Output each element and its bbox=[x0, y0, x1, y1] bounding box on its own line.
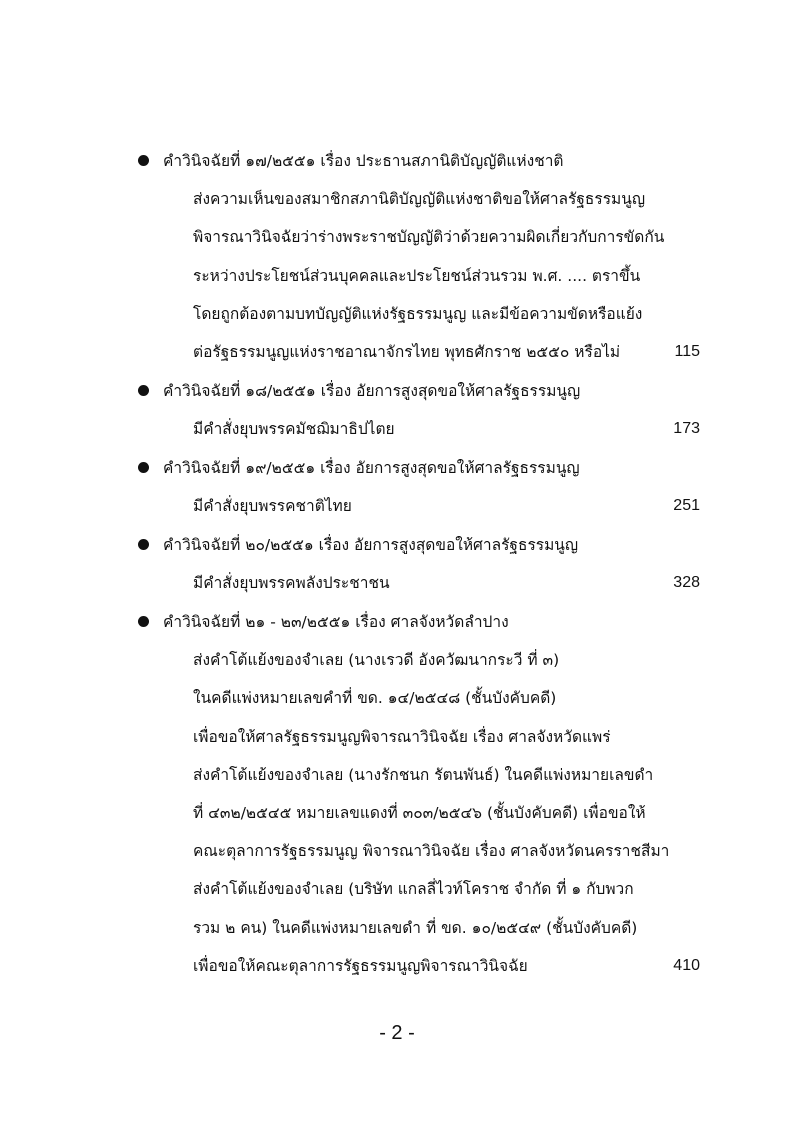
bullet-icon bbox=[138, 539, 149, 550]
toc-entry-text: เพื่อขอให้ศาลรัฐธรรมนูญพิจารณาวินิจฉัย เรื่อง ศาลจังหวัดแพร่ bbox=[193, 727, 611, 746]
toc-entry-text: ที่ ๔๓๒/๒๕๔๕ หมายเลขแดงที่ ๓๐๓/๒๕๔๖ (ชั้นบังคับคดี) เพื่อขอให้ bbox=[193, 803, 646, 822]
toc-entry-text: ส่งคำโต้แย้งของจำเลย (นางเรวดี อังควัฒนากระวี ที่ ๓) bbox=[193, 651, 560, 670]
toc-entry-title: คำวินิจฉัยที่ ๑๘/๒๕๕๑ เรื่อง อัยการสูงสุดขอให้ศาลรัฐธรรมนูญ bbox=[163, 382, 581, 400]
toc-line bbox=[0, 641, 794, 679]
toc-line bbox=[0, 180, 794, 218]
toc-entry-text: ต่อรัฐธรรมนูญแห่งราชอาณาจักรไทย พุทธศักราช ๒๕๕๐ หรือไม่ bbox=[193, 342, 621, 361]
toc-line bbox=[0, 142, 794, 180]
toc-line bbox=[0, 832, 794, 870]
toc-entry-title: คำวินิจฉัยที่ ๑๙/๒๕๕๑ เรื่อง อัยการสูงสุดขอให้ศาลรัฐธรรมนูญ bbox=[163, 459, 580, 477]
toc-line bbox=[0, 603, 794, 641]
page-number: 115 bbox=[674, 342, 700, 360]
toc-line bbox=[0, 449, 794, 487]
page-footer-number: - 2 - bbox=[379, 1022, 415, 1044]
toc-entry-3 bbox=[0, 449, 794, 525]
toc-line bbox=[0, 947, 794, 985]
toc-entry-title: คำวินิจฉัยที่ ๒๑ - ๒๓/๒๕๕๑ เรื่อง ศาลจังหวัดลำปาง bbox=[163, 613, 509, 631]
toc-entry-text: ในคดีแพ่งหมายเลขคำที่ ขด. ๑๔/๒๕๔๘ (ชั้นบังคับคดี) bbox=[193, 689, 557, 708]
page-number: 328 bbox=[673, 574, 700, 592]
toc-line bbox=[0, 564, 794, 602]
bullet-icon bbox=[138, 155, 149, 166]
bullet-icon bbox=[138, 616, 149, 627]
toc-entry-text: รวม ๒ คน) ในคดีแพ่งหมายเลขดำ ที่ ขด. ๑๐/๒๕๔๙ (ชั้นบังคับคดี) bbox=[193, 918, 638, 937]
toc-entry-5 bbox=[0, 603, 794, 985]
page-number: 251 bbox=[673, 497, 700, 515]
toc-entry-text: มีคำสั่งยุบพรรคชาติไทย bbox=[193, 497, 352, 516]
toc-entry-title: คำวินิจฉัยที่ ๒๐/๒๕๕๑ เรื่อง อัยการสูงสุดขอให้ศาลรัฐธรรมนูญ bbox=[163, 536, 579, 554]
toc-entry-2 bbox=[0, 372, 794, 448]
toc-line bbox=[0, 756, 794, 794]
page-number: 410 bbox=[673, 956, 700, 974]
toc-line bbox=[0, 526, 794, 564]
toc-entry-text: ส่งความเห็นของสมาชิกสภานิติบัญญัติแห่งชาติขอให้ศาลรัฐธรรมนูญ bbox=[193, 190, 646, 209]
toc-line bbox=[0, 218, 794, 256]
bullet-icon bbox=[138, 385, 149, 396]
toc-line bbox=[0, 372, 794, 410]
toc-entry-text: ส่งคำโต้แย้งของจำเลย (บริษัท แกลลี่ไวท์โคราช จำกัด ที่ ๑ กับพวก bbox=[193, 880, 634, 899]
toc-entry-text: พิจารณาวินิจฉัยว่าร่างพระราชบัญญัติว่าด้วยความผิดเกี่ยวกับการขัดกัน bbox=[193, 228, 665, 247]
toc-entry-title: คำวินิจฉัยที่ ๑๗/๒๕๕๑ เรื่อง ประธานสภานิติบัญญัติแห่งชาติ bbox=[163, 152, 564, 170]
toc-line bbox=[0, 794, 794, 832]
toc-entry-1 bbox=[0, 142, 794, 371]
toc-line bbox=[0, 870, 794, 908]
bullet-icon bbox=[138, 462, 149, 473]
toc-entry-text: มีคำสั่งยุบพรรคพลังประชาชน bbox=[193, 574, 390, 593]
toc-entry-text: ส่งคำโต้แย้งของจำเลย (นางรักชนก รัตนพันธ์) ในคดีแพ่งหมายเลขดำ bbox=[193, 765, 654, 784]
toc-entry-4 bbox=[0, 526, 794, 602]
page-number: 173 bbox=[673, 420, 700, 438]
toc-line bbox=[0, 295, 794, 333]
toc-line bbox=[0, 909, 794, 947]
toc-entry-text: คณะตุลาการรัฐธรรมนูญ พิจารณาวินิจฉัย เรื่อง ศาลจังหวัดนครราชสีมา bbox=[193, 842, 670, 861]
toc-entry-text: มีคำสั่งยุบพรรคมัชฌิมาธิปไตย bbox=[193, 420, 395, 439]
toc-entry-text: เพื่อขอให้คณะตุลาการรัฐธรรมนูญพิจารณาวินิจฉัย bbox=[193, 956, 528, 975]
toc-line bbox=[0, 679, 794, 717]
toc-entry-text: ระหว่างประโยชน์ส่วนบุคคลและประโยชน์ส่วนรวม พ.ศ. .... ตราขึ้น bbox=[193, 266, 641, 285]
toc-line bbox=[0, 257, 794, 295]
toc-line bbox=[0, 718, 794, 756]
toc-line bbox=[0, 333, 794, 371]
toc-line bbox=[0, 410, 794, 448]
toc-line bbox=[0, 487, 794, 525]
toc-entry-text: โดยถูกต้องตามบทบัญญัติแห่งรัฐธรรมนูญ และมีข้อความขัดหรือแย้ง bbox=[193, 304, 643, 323]
